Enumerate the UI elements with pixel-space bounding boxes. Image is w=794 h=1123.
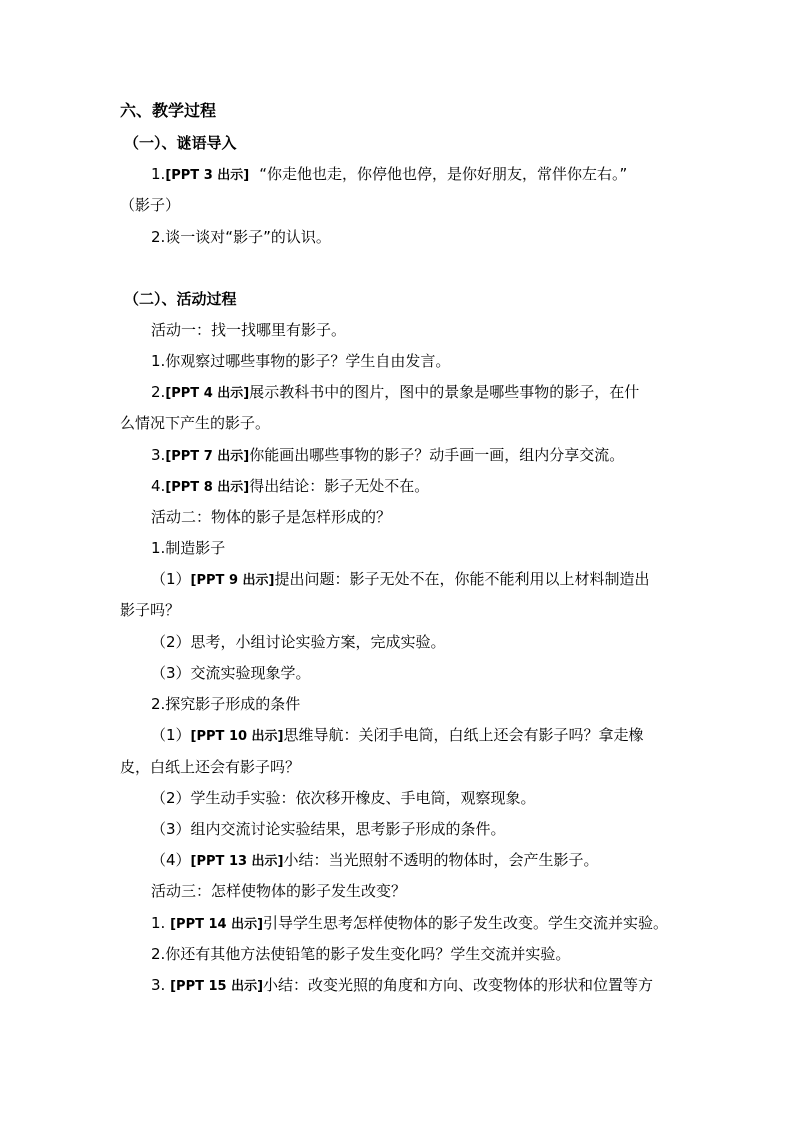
section-title: 六、教学过程 xyxy=(120,101,217,120)
list-item: 3. [PPT 15 出示]小结：改变光照的角度和方向、改变物体的形状和位置等方 xyxy=(151,976,654,994)
subsection-title-activity: （二）、活动过程 xyxy=(124,290,237,308)
ppt-tag: [PPT 3 出示] xyxy=(165,168,250,183)
ppt-tag: [PPT 13 出示] xyxy=(190,854,284,869)
paragraph-riddle-cont: （影子） xyxy=(120,196,181,214)
list-item: 2.你还有其他方法使铅笔的影子发生变化吗？学生交流并实验。 xyxy=(151,945,571,963)
ppt-tag: [PPT 4 出示] xyxy=(165,386,250,401)
list-item: 3.[PPT 7 出示]你能画出哪些事物的影子？动手画一画，组内分享交流。 xyxy=(151,446,625,464)
list-item: （4）[PPT 13 出示]小结：当光照射不透明的物体时，会产生影子。 xyxy=(151,851,599,869)
list-item: 1. [PPT 14 出示]引导学生思考怎样使物体的影子发生改变。学生交流并实验。 xyxy=(151,914,669,932)
list-item: （2）思考，小组讨论实验方案，完成实验。 xyxy=(151,633,446,651)
paragraph-riddle xyxy=(151,164,627,186)
activity-1-title: 活动一：找一找哪里有影子。 xyxy=(151,321,347,339)
ppt-tag: [PPT 7 出示] xyxy=(165,449,250,464)
list-item: 1.你观察过哪些事物的影子？学生自由发言。 xyxy=(151,352,451,370)
item-number: 1. xyxy=(151,165,166,183)
list-item: 1.制造影子 xyxy=(151,539,226,557)
list-item: （1）[PPT 9 出示]提出问题：影子无处不在，你能不能利用以上材料制造出 xyxy=(151,570,650,588)
ppt-tag: [PPT 14 出示] xyxy=(170,917,264,932)
list-item-cont: 皮，白纸上还会有影子吗？ xyxy=(120,758,301,776)
list-item: 2.[PPT 4 出示]展示教科书中的图片，图中的景象是哪些事物的影子，在什 xyxy=(151,383,640,401)
list-item: （2）学生动手实验：依次移开橡皮、手电筒，观察现象。 xyxy=(151,789,536,807)
list-item-cont: 么情况下产生的影子。 xyxy=(120,414,271,432)
item-text: “你走他也走，你停他也停，是你好朋友，常伴你左右。” xyxy=(259,165,628,183)
ppt-tag: [PPT 10 出示] xyxy=(190,729,284,744)
paragraph-discuss: 2.谈一谈对“影子”的认识。 xyxy=(151,228,331,246)
list-item: 4.[PPT 8 出示]得出结论：影子无处不在。 xyxy=(151,477,430,495)
list-item-cont: 影子吗？ xyxy=(120,601,181,619)
activity-3-title: 活动三：怎样使物体的影子发生改变？ xyxy=(151,882,407,900)
ppt-tag: [PPT 15 出示] xyxy=(170,979,264,994)
list-item: （3）组内交流讨论实验结果，思考影子形成的条件。 xyxy=(151,820,506,838)
list-item: （1）[PPT 10 出示]思维导航：关闭手电筒，白纸上还会有影子吗？拿走橡 xyxy=(151,726,644,744)
list-item: （3）交流实验现象学。 xyxy=(151,664,311,682)
activity-2-title: 活动二：物体的影子是怎样形成的？ xyxy=(151,508,392,526)
ppt-tag: [PPT 8 出示] xyxy=(165,480,250,495)
list-item: 2.探究影子形成的条件 xyxy=(151,695,301,713)
ppt-tag: [PPT 9 出示] xyxy=(190,573,275,588)
subsection-title-riddle: （一）、谜语导入 xyxy=(124,134,237,152)
